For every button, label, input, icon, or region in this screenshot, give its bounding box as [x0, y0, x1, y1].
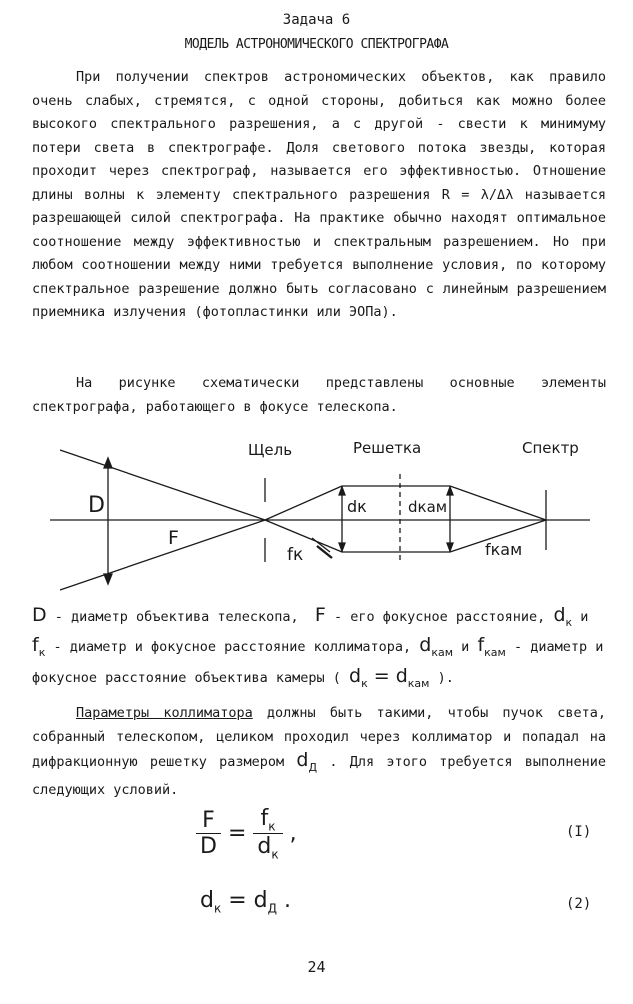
- sym-fk: $f_к$: [32, 634, 46, 660]
- sym-dk: $d_к$: [553, 604, 573, 629]
- label-dkam: dкам: [408, 498, 448, 516]
- eq1-left-fraction: $\frac{F}{D}$: [196, 808, 221, 859]
- ray-upper-collimator: [265, 486, 342, 520]
- collimator-paragraph: Параметры коллиматора должны быть такими, чтобы пучок света, собранный телескопом, целиком проходил через коллиматор и попадал на дифракционную решетку размером $d_Д$ . Для этого требуется выполнение следующих условий.: [32, 705, 606, 799]
- sym-D: D: [32, 604, 47, 626]
- intro-paragraph: [32, 66, 606, 325]
- label-dk: dк: [347, 497, 367, 516]
- label-grating: Решетка: [353, 439, 422, 457]
- ray-lower-telescope: [60, 520, 265, 590]
- legend-paragraph: [32, 604, 606, 695]
- arrow-D-top: [104, 458, 112, 468]
- figure-intro-text: На рисунке схематически представлены основные элементы спектрографа, работающего в фокусе телескопа.: [32, 375, 606, 415]
- arrow-D-bottom: [104, 574, 112, 584]
- sym-dkam: $d_{кам}$: [419, 634, 454, 660]
- eq-dk-dkam: $d_к = d_{кам}$: [349, 664, 430, 690]
- legend-D-text: - диаметр объектива телескопа,: [54, 609, 299, 625]
- legend-and-1: и: [580, 609, 589, 625]
- arrow-dkam-bottom: [447, 543, 453, 551]
- label-fk: fк: [287, 545, 304, 565]
- legend-kam-text: - диаметр и фокусное расстояние объектива камеры (: [32, 639, 604, 686]
- legend-dkfk-text: - диаметр и фокусное расстояние коллиматора,: [53, 639, 412, 656]
- legend-eq-close: ).: [437, 669, 454, 686]
- sym-dd: $d_Д$: [296, 749, 318, 774]
- collimator-text-2: Для этого требуется выполнение следующих условий.: [32, 754, 606, 799]
- sym-fkam: $f_{кам}$: [477, 634, 506, 660]
- page-number: 24: [307, 958, 326, 976]
- equation-1: $\frac{F}{D}$ = $\frac{f_к}{d_к}$ ,: [196, 806, 297, 862]
- spectrograph-diagram: [0, 430, 633, 605]
- label-slit: Щель: [248, 441, 293, 459]
- task-title: МОДЕЛЬ АСТРОНОМИЧЕСКОГО СПЕКТРОГРАФА: [184, 37, 449, 52]
- label-F: F: [168, 527, 179, 549]
- collimator-text: должны быть такими, чтобы пучок света, собранный телескопом, целиком проходил через коллиматор и попадал на дифракционную решетку размером: [32, 705, 606, 770]
- legend-and-2: и: [461, 639, 470, 656]
- ray-lower-collimator: [265, 520, 342, 552]
- ray-upper-camera: [450, 486, 546, 520]
- arrow-dk-bottom: [339, 543, 345, 551]
- equation-2-number: (2): [566, 896, 592, 912]
- label-spectrum: Спектр: [522, 439, 579, 457]
- arrow-dk-top: [339, 487, 345, 495]
- equation-1-number: (I): [566, 824, 592, 840]
- label-fkam: fкам: [485, 540, 523, 559]
- equation-2: $d_к = d_Д$ .: [200, 888, 291, 916]
- eq1-right-fraction: $\frac{f_к}{d_к}$: [253, 806, 282, 862]
- task-number: Задача 6: [282, 12, 351, 28]
- label-D: D: [88, 493, 105, 518]
- collimator-heading: Параметры коллиматора: [76, 705, 253, 721]
- figure-intro-paragraph: [32, 372, 606, 419]
- arrow-dkam-top: [447, 487, 453, 495]
- sym-F: F: [314, 604, 326, 626]
- legend-F-text: - его фокусное расстояние,: [333, 609, 546, 625]
- intro-text: При получении спектров астрономических объектов, как правило очень слабых, стремятся, с одной стороны, добиться как можно более высокого спектрального разрешения, а с другой - свести к минимуму потери света в спектрографе. Доля светового потока звезды, которая проходит через спектрограф, называется его эффективностью. Отношение длины волны к элементу спектрального разрешения R = λ/Δλ называется разрешающей силой спектрографа. На практике обычно находят оптимальное соотношение между эффективностью и спектральным разрешением. Но при любом соотношении между ними требуется выполнение условия, по которому спектральное разрешение должно быть согласовано с линейным разрешением приемника излучения (фотопластинки или ЭОПа).: [32, 69, 606, 320]
